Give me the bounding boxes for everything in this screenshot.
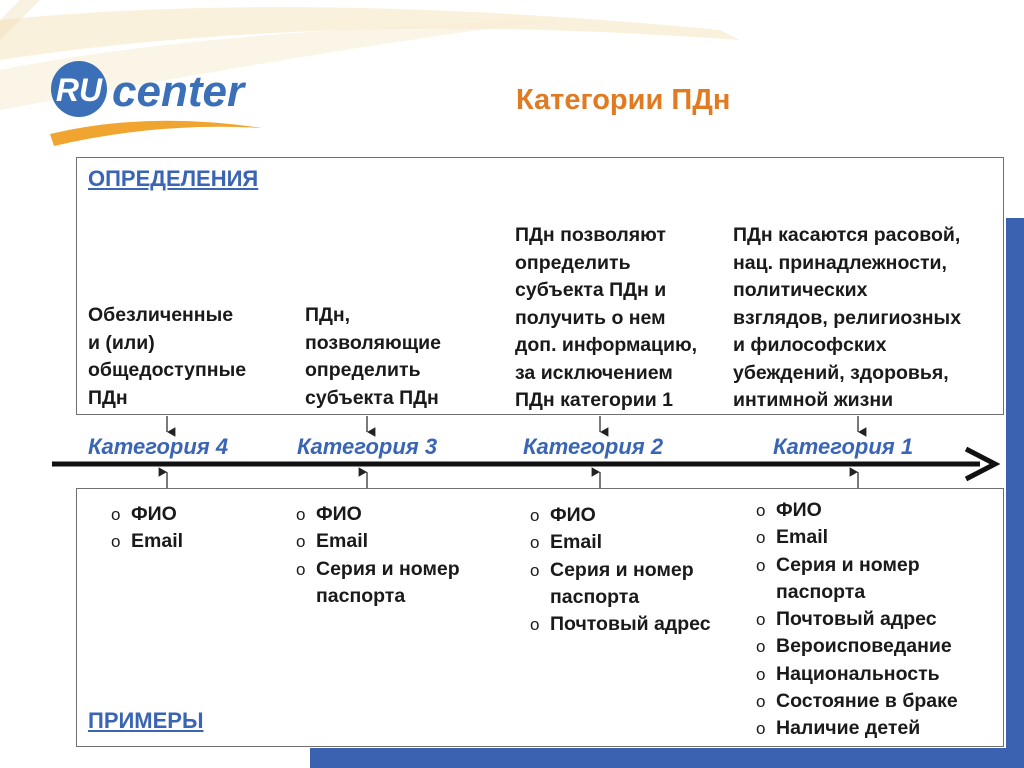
bullet-icon: o [111,505,121,524]
list-item [296,501,460,528]
category-2-definition [515,222,697,415]
definition-line: ПДн, [305,304,351,326]
example-text: паспорта [550,585,640,608]
list-item [756,497,958,524]
example-text: Серия и номер [316,557,460,580]
category-3-definition [305,302,441,412]
definition-line: взглядов, религиозных [733,306,962,329]
examples-heading: ПРИМЕРЫ [88,708,204,733]
bullet-icon: o [756,637,766,657]
example-text: Почтовый адрес [776,608,937,631]
example-text: ФИО [131,503,177,525]
bullet-icon: o [756,719,766,739]
definition-line: нац. принадлежности, [733,251,947,274]
category-4-definition [88,302,246,412]
page-title: Категории ПДн [516,84,731,116]
example-text: Национальность [776,662,940,685]
definition-connectors [167,416,858,432]
example-text: Email [316,530,369,553]
definition-line: интимной жизни [733,389,894,411]
example-text: Email [131,530,184,553]
list-item [296,583,460,610]
category-2-label: Категория 2 [523,434,664,459]
list-item [530,529,711,556]
bullet-icon: o [530,615,540,635]
bullet-icon: o [756,555,766,575]
list-item [756,688,958,715]
definition-line: субъекта ПДн и [515,279,667,301]
category-2-examples [530,502,711,638]
example-text: паспорта [776,580,866,603]
example-text: ФИО [550,504,596,526]
list-item [756,524,958,551]
list-item [756,661,958,688]
example-text: Email [776,526,829,549]
definition-line: убеждений, здоровья, [733,361,949,384]
list-item [530,502,711,529]
bullet-icon: o [296,559,306,579]
example-text: Серия и номер [776,553,920,576]
logo-ru-text: RU [55,72,103,108]
definition-line: определить [305,359,421,381]
category-3-label: Категория 3 [297,434,438,459]
list-item [756,606,958,633]
bullet-icon: o [756,528,766,548]
definition-line: ПДн касаются расовой, [733,224,961,246]
category-4-label: Категория 4 [88,434,229,459]
list-item [756,715,958,742]
category-1-examples [756,497,958,743]
list-item [296,528,460,555]
definition-line: ПДн [88,386,128,409]
list-item [530,611,711,638]
list-item [296,556,460,583]
list-item [756,579,958,606]
example-text: Вероисповедание [776,635,952,658]
definition-line: и философских [733,334,887,356]
example-text: Почтовый адрес [550,613,711,636]
bullet-icon: o [756,501,766,520]
category-1-label: Категория 1 [773,434,914,459]
bullet-icon: o [296,505,306,524]
example-text: Серия и номер [550,558,694,581]
category-3-examples [296,501,460,610]
bullet-icon: o [756,610,766,630]
bullet-icon: o [530,506,540,525]
brand-side-bar [1006,218,1024,768]
logo-center-text: center [112,67,245,116]
definition-line: определить [515,251,631,274]
definition-line: субъекта ПДн [305,386,439,409]
example-text: Email [550,531,603,554]
definition-line: Обезличенные [88,304,234,326]
category-4-examples [111,501,183,556]
definition-line: общедоступные [88,359,247,381]
list-item [530,584,711,611]
list-item [530,557,711,584]
example-text: ФИО [316,503,362,525]
bullet-icon: o [756,664,766,684]
ru-center-logo [46,56,276,156]
bullet-icon: o [111,532,121,552]
definition-line: ПДн позволяют [515,224,666,246]
bullet-icon: o [530,533,540,553]
example-text: Состояние в браке [776,690,958,713]
list-item [111,528,183,555]
bullet-icon: o [296,532,306,552]
example-connectors [167,472,858,488]
axis-arrowhead [966,449,995,479]
bullet-icon: o [756,692,766,712]
list-item [111,501,183,528]
definitions-heading: ОПРЕДЕЛЕНИЯ [88,166,259,191]
category-1-definition [733,222,961,415]
list-item [756,633,958,660]
list-item [756,552,958,579]
bullet-icon: o [530,560,540,580]
definition-line: политических [733,279,868,301]
brand-bottom-bar [310,748,1024,768]
definition-line: получить о нем [515,306,666,329]
example-text: ФИО [776,499,822,521]
example-text: Наличие детей [776,717,921,740]
definition-line: доп. информацию, [515,334,698,356]
definition-line: за исключением [515,361,673,384]
definition-line: ПДн категории 1 [515,389,674,411]
example-text: паспорта [316,584,406,607]
definition-line: позволяющие [305,331,441,354]
definition-line: и (или) [88,331,155,354]
